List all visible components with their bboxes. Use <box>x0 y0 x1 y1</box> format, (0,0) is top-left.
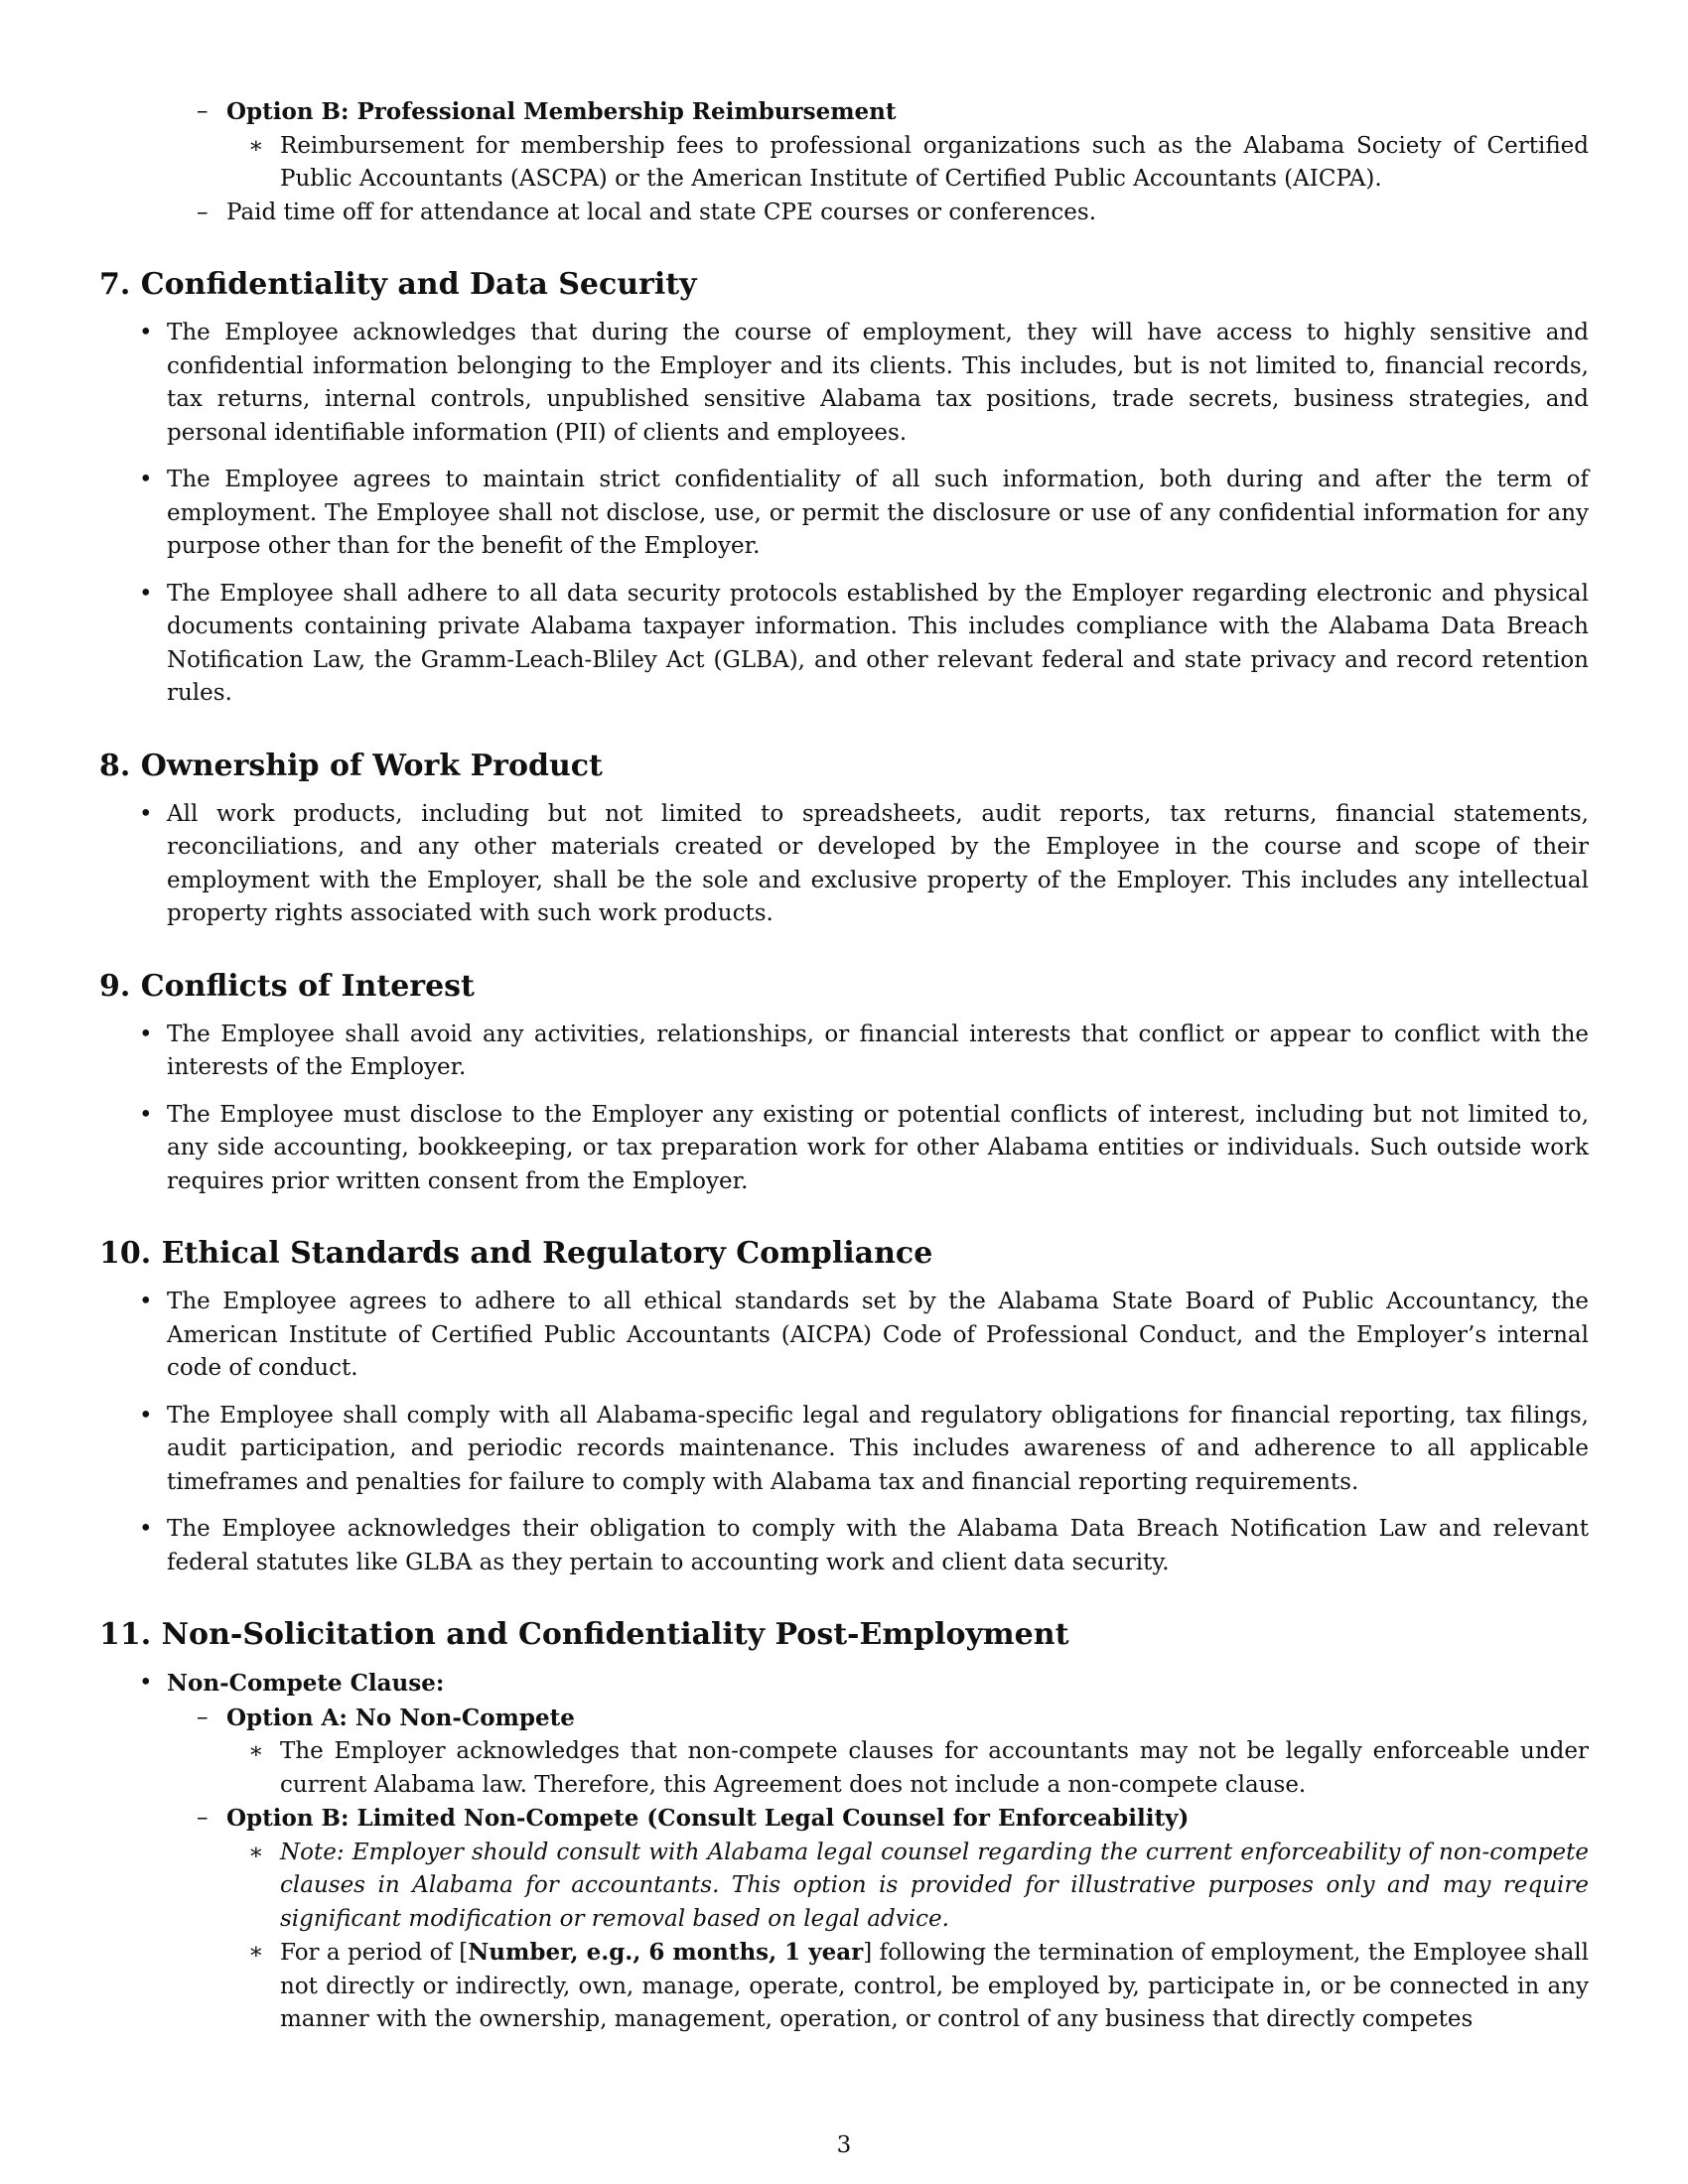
list-item: • The Employee shall comply with all Alabama-specific legal and regulatory obligations for financial reporting, tax filings, audit participation, and periodic records maintenance. This includes awareness of and adherence to all applicable timeframes and penalties for failure to comply with Alabama tax and financial reporting requirements. <box>99 1400 1589 1500</box>
section-heading: 8. Ownership of Work Product <box>99 748 603 783</box>
list-item: • The Employee must disclose to the Employer any existing or potential conflicts of interest, including but not limited to, any side accounting, bookkeeping, or tax preparation work for other Alabama entities or individuals. Such outside work requires prior written consent from the Employer. <box>99 1099 1589 1199</box>
option-b-membership-title: Option B: Professional Membership Reimbursement <box>226 98 897 125</box>
option-b-note: Note: Employer should consult with Alabama legal counsel regarding the current enforceability of non-compete clauses in Alabama for accountants. This option is provided for illustrative purposes only and may require significant modification or removal based on legal advice. <box>280 1839 1589 1932</box>
star-marker: ∗ <box>248 1738 264 1764</box>
list-item: • The Employee agrees to adhere to all ethical standards set by the Alabama State Board of Public Accountancy, the American Institute of Certified Public Accountants (AICPA) Code of Professional Conduct, and the Employer’s internal code of conduct. <box>99 1286 1589 1386</box>
option-b-membership-text: Reimbursement for membership fees to professional organizations such as the Alabama Society of Certified Public Accountants (ASCPA) or the American Institute of Certified Public Accountants (AICPA). <box>280 132 1589 192</box>
star-marker: ∗ <box>248 1839 264 1865</box>
paid-time-off-item <box>99 197 1589 230</box>
section-8 <box>99 747 1589 931</box>
section-heading: 7. Confidentiality and Data Security <box>99 267 697 302</box>
star-marker: ∗ <box>248 132 264 159</box>
section-bullets <box>99 317 1589 711</box>
option-b-item <box>99 1802 1589 1837</box>
noncompete-clause-label: Non-Compete Clause: <box>167 1670 445 1697</box>
section-10 <box>99 1234 1589 1579</box>
option-b-note-item <box>99 1837 1589 1937</box>
option-b-membership <box>99 95 1589 130</box>
section-heading: 9. Conflicts of Interest <box>99 968 475 1004</box>
section-bullets <box>99 798 1589 931</box>
section-9 <box>99 967 1589 1199</box>
option-b-period-placeholder: Number, e.g., 6 months, 1 year <box>468 1939 864 1966</box>
option-b-period-post: ] following the termination of employment, the Employee shall not directly or indirectly, own, manage, operate, control, be employed by, participate in, or be connected in any manner with the ownership, management, operation, or control of any business that directly competes <box>280 1940 1589 2032</box>
option-b-membership-text-item <box>99 130 1589 197</box>
option-b-period-pre: For a period of [ <box>280 1940 469 1966</box>
section-heading: 10. Ethical Standards and Regulatory Compliance <box>99 1236 933 1271</box>
list-item: • The Employee acknowledges that during the course of employment, they will have access to highly sensitive and confidential information belonging to the Employer and its clients. This includes, but is not limited to, financial records, tax returns, internal controls, unpublished sensitive Alabama tax positions, trade secrets, business strategies, and personal identifiable information (PII) of clients and employees. <box>99 317 1589 450</box>
option-a-title: Option A: No Non-Compete <box>226 1704 575 1731</box>
list-item: • The Employee shall adhere to all data security protocols established by the Employer regarding electronic and physical documents containing private Alabama taxpayer information. This includes compliance with the Alabama Data Breach Notification Law, the Gramm-Leach-Bliley Act (GLBA), and other relevant federal and state privacy and record retention rules. <box>99 578 1589 711</box>
list-item: • All work products, including but not limited to spreadsheets, audit reports, tax returns, financial statements, reconciliations, and any other materials created or developed by the Employee in the course and scope of their employment with the Employer, shall be the sole and exclusive property of the Employer. This includes any intellectual property rights associated with such work products. <box>99 798 1589 931</box>
dash-marker: – <box>197 199 209 225</box>
section-bullets <box>99 1019 1589 1199</box>
list-item: • The Employee acknowledges their obligation to comply with the Alabama Data Breach Notification Law and relevant federal statutes like GLBA as they pertain to accounting work and client data security. <box>99 1513 1589 1579</box>
section-bullets <box>99 1667 1589 1702</box>
list-item: • The Employee agrees to maintain strict confidentiality of all such information, both during and after the term of employment. The Employee shall not disclose, use, or permit the disclosure or use of any confidential information for any purpose other than for the benefit of the Employer. <box>99 464 1589 564</box>
noncompete-clause-item <box>99 1667 1589 1702</box>
star-marker: ∗ <box>248 1939 264 1965</box>
continued-list <box>99 95 1589 229</box>
option-b-period-item <box>99 1936 1589 2037</box>
option-b-title: Option B: Limited Non-Compete (Consult Legal Counsel for Enforceability) <box>226 1805 1190 1832</box>
section-7 <box>99 265 1589 711</box>
document-page <box>99 95 1589 2037</box>
option-a-text: The Employer acknowledges that non-compete clauses for accountants may not be legally enforceable under current Alabama law. Therefore, this Agreement does not include a non-compete clause. <box>280 1738 1589 1798</box>
option-a-item <box>99 1702 1589 1736</box>
section-11 <box>99 1615 1589 2037</box>
dash-marker: – <box>197 98 209 124</box>
option-a-text-item <box>99 1735 1589 1802</box>
section-heading: 11. Non-Solicitation and Confidentiality Post-Employment <box>99 1617 1069 1652</box>
dash-marker: – <box>197 1805 209 1831</box>
dash-marker: – <box>197 1704 209 1730</box>
page-number: 3 <box>836 2132 852 2158</box>
list-item: • The Employee shall avoid any activities, relationships, or financial interests that conflict or appear to conflict with the interests of the Employer. <box>99 1019 1589 1085</box>
section-bullets <box>99 1286 1589 1579</box>
paid-time-off-text: Paid time off for attendance at local and state CPE courses or conferences. <box>226 199 1097 225</box>
